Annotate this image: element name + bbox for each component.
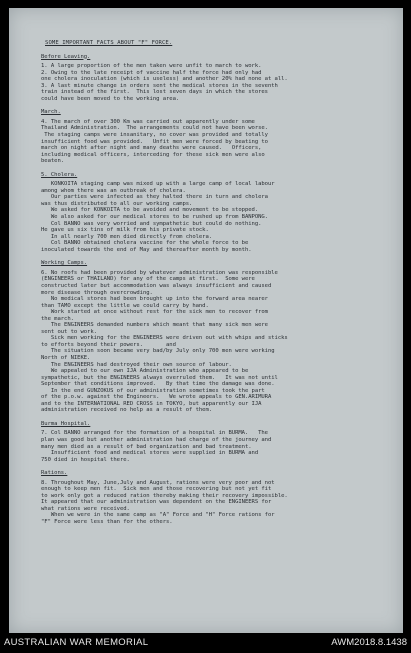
document-sheet <box>9 8 403 633</box>
section-paragraph: 8. Throughout May, June,July and August, rations were very poor and not enough to keep men fit. Sick men and those recovering but not yet fit to work only got a reduced ration thereby making their recovery impossible. It appeared that our administration was dependent on the ENGINEERS for what rations were received. When we were in the same camp as "A" Force and "H" Force rations for "F" Force were less than for the others. <box>41 479 288 525</box>
footer-accession-number: AWM2018.8.1438 <box>331 637 407 648</box>
document-title: SOME IMPORTANT FACTS ABOUT "F" FORCE. <box>45 40 173 46</box>
section-paragraph: 6. No roofs had been provided by whatever administration was responsible (ENGINEERS or THAILAND) for any of the camps at first. Some were constructed later but accommodation was always insufficient and caused more disease through overcrowding. No medical stores had been brought up into the forward area nearer than TAMO except the little we could carry by hand. Work started at once without rest for the sick men to recover from the march. The ENGINEERS demanded numbers which meant that many sick men were sent out to work. Sick men working for the ENGINEERS were driven out with whips and sticks to efforts beyond their powers. and The situation soon became very bad/by July only 700 men were working North of NIEKE. The ENGINEERS had destroyed their own source of labour. We appealed to our own IJA Administration who appeared to be sympathetic, but the ENGINEERS always overruled them. It was not until September that conditions improved. By that time the damage was done. In the end GUNZOKUS of our administration sometimes took the part of the p.o.w. against the Engineers. We wrote appeals to GEN.ARIMURA and to the INTERNATIONAL RED CROSS in TOKYO, but apparently our IJA administration received no help as a result of them. <box>41 269 288 414</box>
section-heading-march: March. <box>41 109 61 116</box>
section-paragraph: 1. A large proportion of the men taken were unfit to march to work. 2. Owing to the late receipt of vaccine half the force had only had one cholera inoculation (which is useless) and another 20% had none at all. 3. A last minute change in orders sent the medical stores in the seventh train instead of the first. This lost seven days in which the stores could have been moved to the working area. <box>41 63 288 102</box>
document-body <box>41 40 397 528</box>
section-heading-before-leaving: Before Leaving. <box>41 53 91 60</box>
section-heading-working-camps: Working Camps. <box>41 260 88 267</box>
footer-source-label: AUSTRALIAN WAR MEMORIAL <box>4 637 149 648</box>
section-paragraph: KONKOITA staging camp was mixed up with a large camp of local labour among whom there was an outbreak of cholera. Our parties were infected as they halted there in turn and cholera was thus distributed to all our working camps. We asked for KONKOITA to be avoided and movement to be stopped. We also asked for our medical stores to be rushed up from BANPONG. Col BANNO was very worried and sympathetic but could do nothing. He gave us six tins of milk from his private stock. In all nearly 700 men died directly from cholera. Col BANNO obtained cholera vaccine for the whole force to be inoculated towards the end of May and thereafter month by month. <box>41 181 275 253</box>
footer-bar <box>0 633 411 653</box>
section-heading-burma-hospital: Burma Hospital. <box>41 420 91 427</box>
section-paragraph: 7. Col BANNO arranged for the formation of a hospital in BURMA. The plan was good but another administration had charge of the journey and many men died as a result of bad organization and bad treatment. Insufficient food and medical stores were supplied in BURMA and 750 died in hospital there. <box>41 430 272 463</box>
section-heading-rations: Rations. <box>41 470 68 477</box>
section-heading-cholera: 5. Cholera. <box>41 171 78 178</box>
section-paragraph: 4. The march of over 300 Km was carried out apparently under some Thailand Administration. The arrangements could not have been worse. The staging camps were insanitary, no cover was provided and totally insufficient food was provided. Unfit men were forced by beating to march on night after night and many deaths were caused. Officers, including medical officers, interceding for these sick men were also beaten. <box>41 118 268 165</box>
